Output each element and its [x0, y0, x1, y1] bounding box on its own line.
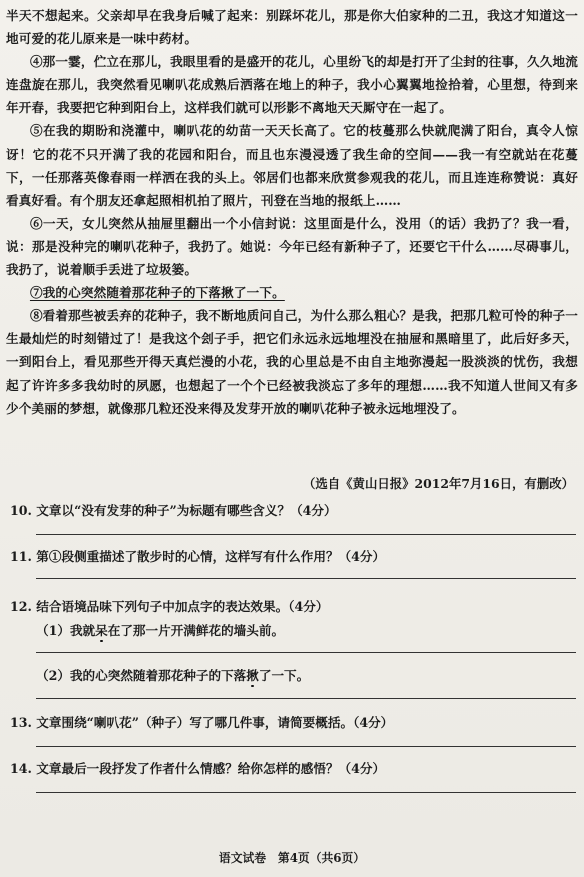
paragraph-6: ⑥一天，女儿突然从抽屉里翻出一个小信封说：这里面是什么，没用（的话）我扔了？我一看，说：那是没种完的喇叭花种子，我扔了。她说：今年已经有新种子了，还要它干什么……尽碍事儿，我扔了，说着顺手丢进了垃圾篓。 [6, 215, 578, 278]
question-13: 13. 文章围绕“喇叭花”（种子）写了哪几件事，请简要概括。（4分） [10, 715, 394, 730]
q12-2-dotted-char: 揪 [246, 668, 259, 683]
paragraph-7 [6, 281, 578, 304]
question-11: 11. 第①段侧重描述了散步时的心情，这样写有什么作用？（4分） [10, 549, 386, 564]
q12-2-prefix: （2）我的心突然随着那花种子的下落 [36, 668, 247, 683]
paragraph-3-end: 半天不想起来。父亲却早在我身后喊了起来：别踩坏花儿，那是你大伯家种的二丑，我这才知道这一地可爱的花儿原来是一味中药材。 [6, 8, 578, 47]
question-14: 14. 文章最后一段抒发了作者什么情感？给你怎样的感悟？（4分） [10, 761, 386, 776]
q12-1-dotted-char: 呆 [95, 623, 108, 638]
q12-1-prefix: （1）我就 [36, 623, 96, 638]
q12-1-suffix: 在了那一片开满鲜花的墙头前。 [107, 623, 285, 638]
answer-line-q14[interactable] [36, 792, 576, 793]
question-12-2 [36, 665, 309, 684]
answer-line-q12-2[interactable] [36, 698, 576, 699]
reading-passage [6, 4, 578, 420]
source-citation: （选自《黄山日报》2012年7月16日，有删改） [303, 476, 574, 491]
answer-line-q11[interactable] [36, 578, 576, 579]
page-footer: 语文试卷 第4页（共6页） [218, 851, 366, 865]
question-12-1 [36, 620, 284, 639]
answer-line-q12-1[interactable] [36, 652, 576, 653]
paragraph-7-underlined: ⑦我的心突然随着那花种子的下落揪了一下。 [29, 285, 285, 301]
paragraph-5: ⑤在我的期盼和浇灌中，喇叭花的幼苗一天天长高了。它的枝蔓那么快就爬满了阳台，真令人惊讶！它的花不只开满了我的花园和阳台，而且也东漫浸透了我生命的空间——我一有空就站在花蔓下，一任那落英像春雨一样洒在我的头上。邻居们也都来欣赏参观我的花儿，而且连连称赞说：真好看真好看。有个朋友还拿起照相机拍了照片，刊登在当地的报纸上…… [6, 123, 578, 208]
answer-line-q13[interactable] [36, 746, 576, 747]
question-12: 12. 结合语境品味下列句子中加点字的表达效果。（4分） [10, 599, 329, 614]
answer-line-q10[interactable] [36, 534, 576, 535]
q12-2-suffix: 了一下。 [258, 668, 310, 683]
paragraph-8: ⑧看着那些被丢弃的花种子，我不断地质问自己，为什么那么粗心？是我，把那几粒可怜的种子一生最灿烂的时刻错过了！是我这个刽子手，把它们永远永远地埋没在抽屉和黑暗里了，此后好多天，一到阳台上，看见那些开得天真烂漫的小花，我的心里总是不由自主地弥漫起一股淡淡的忧伤，我想起了许许多多我幼时的夙愿，也想起了一个个已经被我淡忘了多年的理想……我不知道人世间又有多少个美丽的梦想，就像那几粒还没来得及发芽开放的喇叭花种子被永远地埋没了。 [6, 308, 578, 416]
paragraph-4: ④那一霎，伫立在那儿，我眼里看的是盛开的花儿，心里纷飞的却是打开了尘封的往事，久久地流连盘旋在那儿，我突然看见喇叭花成熟后洒落在地上的种子，我小心翼翼地捡拾着，心里想，待到来年开春，我要把它种到阳台上，这样我们就可以形影不离地天天厮守在一起了。 [6, 54, 578, 116]
question-10: 10. 文章以“没有发芽的种子”为标题有哪些含义？（4分） [10, 503, 337, 518]
